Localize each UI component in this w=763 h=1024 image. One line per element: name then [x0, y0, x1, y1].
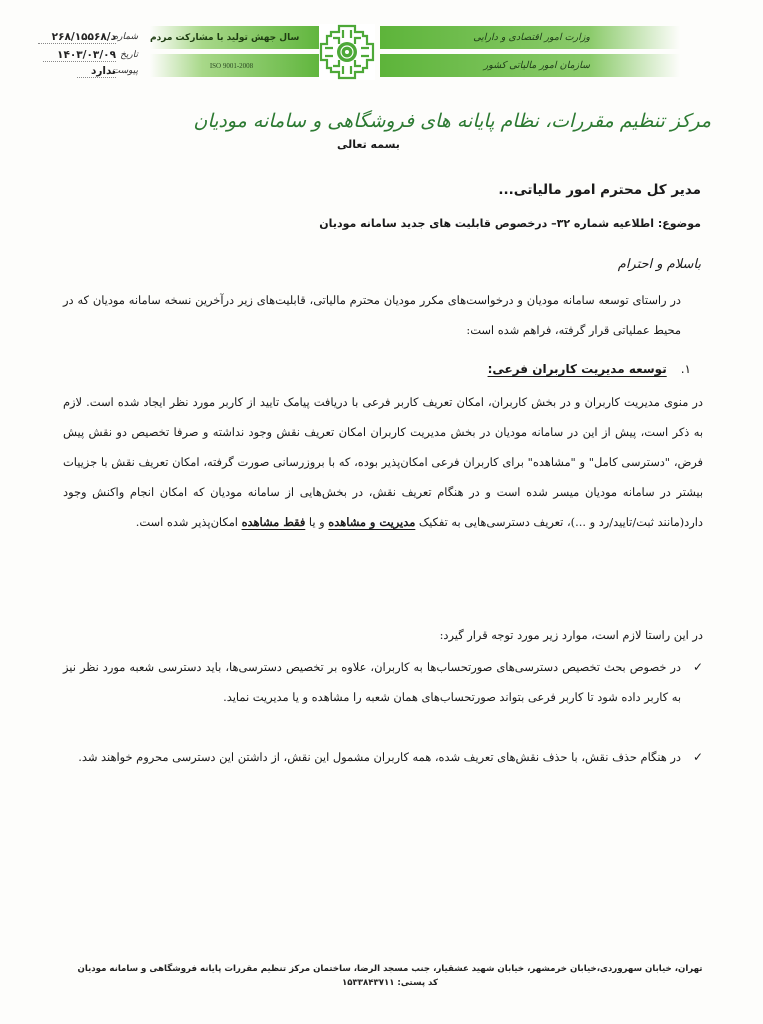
note-paragraph: در این راستا لازم است، موارد زیر مورد توجه قرار گیرد: [439, 628, 703, 642]
bismillah: بسمه تعالی [337, 138, 400, 151]
ministry-bar [380, 26, 680, 49]
letter-attachment-label: پیوست [111, 66, 138, 76]
section-number: ۱. [680, 362, 691, 376]
organization-name: سازمان امور مالیاتی کشور [483, 60, 590, 71]
footer-postal-code: کد پستی: ۱۵۳۳۸۴۳۷۱۱ [341, 978, 438, 988]
checklist-item-text: در خصوص بحث تخصیص دسترسی‌های صورتحساب‌ها به کاربران، علاوه بر تخصیص دسترسی‌ها، باید دسترسی شعبه مورد نظر نیز به کاربر داده شود تا کاربر فرعی بتواند صورتحساب‌های همان شعبه را مشاهده و یا مدیریت نماید. [63, 660, 681, 704]
section-heading [488, 362, 691, 376]
addressee: مدیر کل محترم امور مالیاتی... [498, 182, 701, 198]
letter-number-value: د/۲۶۸/۱۵۵۶۸ [38, 31, 116, 44]
section-title: توسعه مدیریت کاربران فرعی: [487, 362, 667, 376]
check-icon: ✓ [692, 750, 703, 764]
letter-number-label: شماره [113, 32, 138, 42]
letter-date-label: تاریخ [120, 50, 138, 60]
section-paragraph [63, 387, 703, 537]
checklist-item [63, 742, 703, 772]
center-title: مرکز تنظیم مقررات، نظام پایانه های فروشگاهی و سامانه مودیان [193, 110, 711, 132]
checklist-item [63, 652, 703, 712]
section-body-part3: امکان‌پذیر شده است. [135, 515, 238, 529]
letter-date-value: ۱۴۰۳/۰۳/۰۹ [43, 49, 116, 62]
footer-address: تهران، خیابان سهروردی،خیابان خرمشهر، خیابان شهید عشقیار، جنب مسجد الرضا، ساختمان مرکز تنظیم مقررات پایانه فروشگاهی و سامانه مودیان [77, 964, 703, 974]
letter-attachment-value: ندارد [77, 65, 116, 78]
greeting: باسلام و احترام [617, 257, 701, 272]
emphasis-manage-and-view: مدیریت و مشاهده [328, 515, 416, 529]
iso-text: ISO 9001-2008 [209, 61, 254, 70]
letter-attachment-row [18, 64, 138, 82]
slogan-bar [150, 26, 325, 49]
ministry-name: وزارت امور اقتصادی و دارایی [473, 32, 590, 43]
section-body-part2: و یا [308, 515, 325, 529]
section-body-part1: در منوی مدیریت کاربران و در بخش کاربران، امکان تعریف کاربر فرعی با دریافت پیامک تایید از کاربر مورد نظر ایجاد شده است. لازم به ذکر است، پیش از این در سامانه مودیان در بخش مدیریت کاربران امکان تعریف نقش وجود نداشته و صرفا تخصیص دو نقش پیش فرض، "دسترسی کامل" و "مشاهده" برای کاربران فرعی امکان‌پذیر بوده، که با بروزرسانی صورت گرفته، امکان تعریف نقش با جزییات بیشتر در سامانه مودیان میسر شده است و در هنگام تعریف نقش، در بخش‌هایی از سامانه مودیان که امکان انجام واکنش وجود دارد(مانند ثبت/تایید/رد و ...)، تعریف دسترسی‌هایی به تفکیک [63, 395, 703, 529]
emphasis-view-only: فقط مشاهده [241, 515, 306, 529]
organization-bar [380, 54, 680, 77]
intro-paragraph: در راستای توسعه سامانه مودیان و درخواست‌های مکرر مودیان محترم مالیاتی، قابلیت‌های زیر درآخرین نسخه سامانه مودیان که در محیط عملیاتی قرار گرفته، فراهم شده است: [63, 293, 681, 337]
letter-number-row [18, 30, 138, 48]
check-icon: ✓ [692, 660, 703, 674]
subject-line: موضوع: اطلاعیه شماره ۳۲– درخصوص قابلیت های جدید سامانه مودیان [319, 217, 701, 230]
iso-bar [150, 54, 325, 77]
footer [60, 962, 720, 990]
checklist-item-text: در هنگام حذف نقش، با حذف نقش‌های تعریف شده، همه کاربران مشمول این نقش، از داشتن این دسترسی محروم خواهند شد. [78, 750, 681, 764]
slogan-text: سال جهش تولید با مشارکت مردم [150, 32, 300, 43]
tax-organization-logo-icon [319, 24, 375, 80]
